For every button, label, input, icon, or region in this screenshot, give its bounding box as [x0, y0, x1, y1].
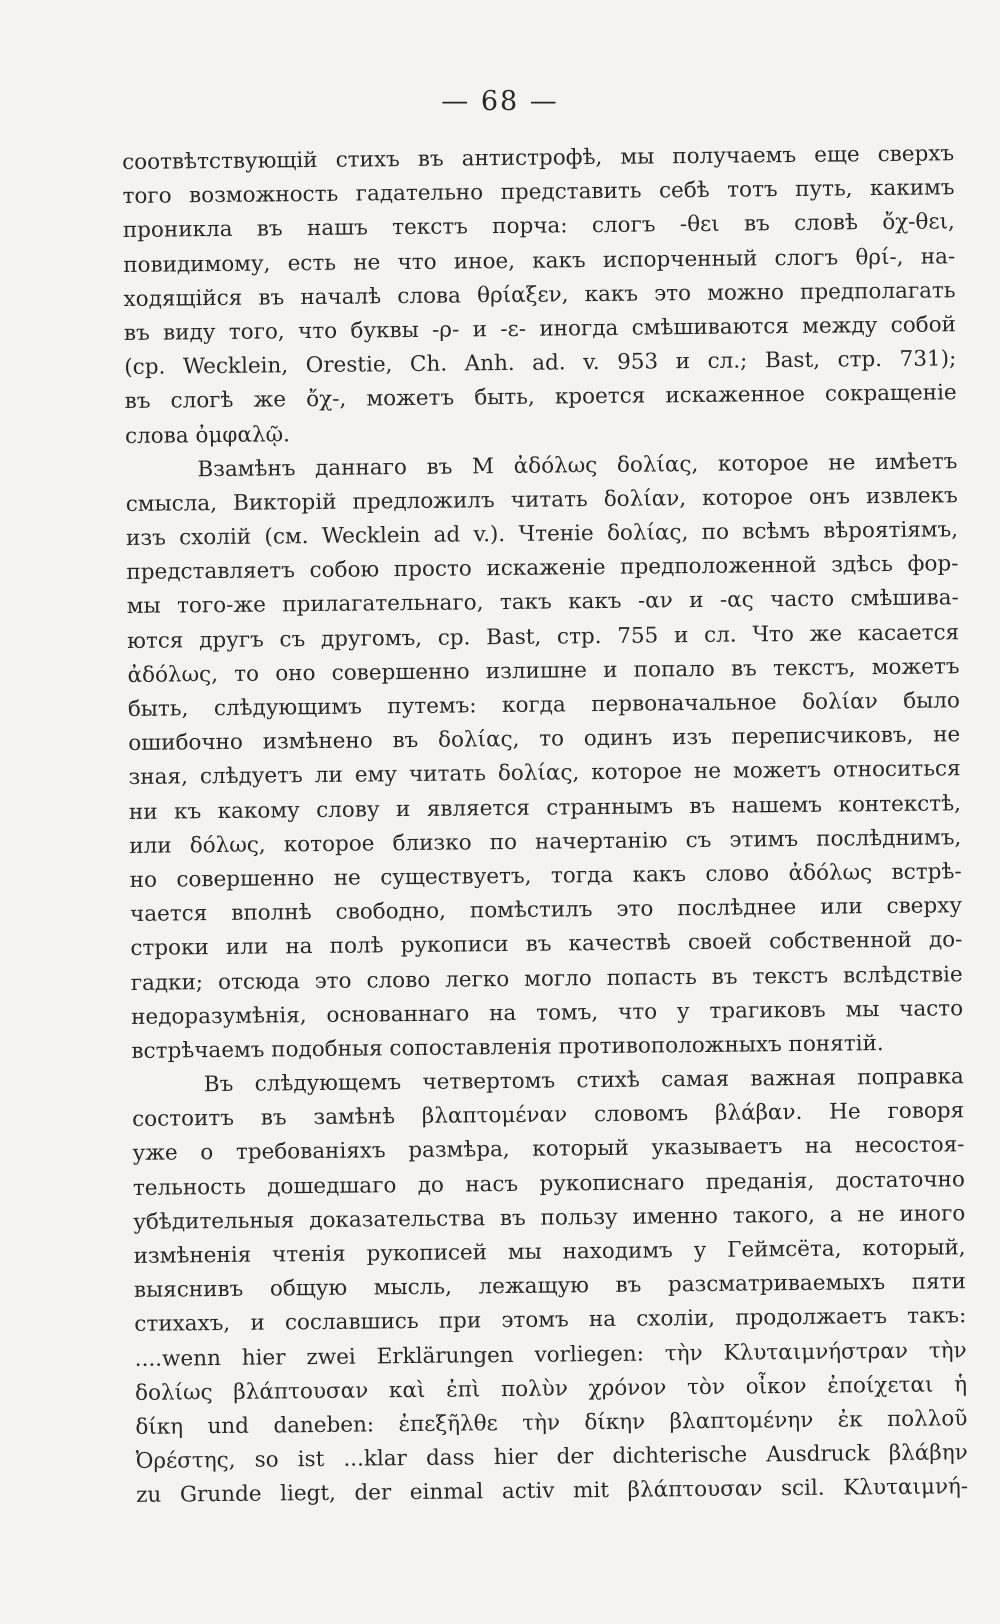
text-line: выяснивъ общую мысль, лежащую въ разсматриваемыхъ пяти	[133, 1269, 967, 1304]
text-line: смысла, Викторій предложилъ читать δολίαν, которое онъ извлекъ	[125, 483, 958, 517]
text-line: представляетъ собою просто искаженіе предположенной здѣсь фор-	[126, 551, 959, 586]
text-line: стихахъ, и сославшись при этомъ на схоліи, продолжаетъ такъ:	[134, 1303, 967, 1338]
text-line: ходящійся въ началѣ слова θρίαξεν, какъ это можно предполагать	[123, 278, 956, 312]
text-line: но совершенно не существуетъ, тогда какъ слово ἀδόλως встрѣ-	[129, 859, 962, 893]
text-line: состоитъ въ замѣнѣ βλαπτομέναν словомъ βλάβαν. Не говоря	[132, 1098, 965, 1133]
text-line: зная, слѣдуетъ ли ему читать δολίας, которое не можетъ относиться	[128, 756, 961, 791]
text-line: δολίως βλάπτουσαν καὶ ἐπὶ πολὺν χρόνον τὸν οἶκον ἐποίχεται ἡ	[134, 1371, 968, 1406]
text-line: ἀδόλως, то оно совершенно излишне и попало въ текстъ, можетъ	[127, 654, 960, 688]
page-number: — 68 —	[441, 86, 559, 117]
text-line: встрѣчаемъ подобныя сопоставленія противоположныхъ понятій.	[131, 1030, 884, 1064]
text-line: уже о требованіяхъ размѣра, который указываетъ на несостоя-	[132, 1132, 965, 1167]
text-line: проникла въ нашъ текстъ порча: слогъ -θει въ словѣ ὄχ-θει,	[122, 209, 955, 244]
text-line: ются другъ съ другомъ, ср. Bast, стр. 755 и сл. Что же касается	[127, 619, 960, 654]
text-line: ....wenn hier zwei Erklärungen vorliegen: τὴν Κλυταιμνήστραν τὴν	[134, 1337, 967, 1372]
text-line: (ср. Wecklein, Orestie, Ch. Anh. ad. v. 953 и сл.; Bast, стр. 731);	[124, 346, 957, 381]
text-line: Въ слѣдующемъ четвертомъ стихѣ самая важная поправка	[203, 1064, 964, 1098]
text-line: Взамѣнъ даннаго въ M ἀδόλως δολίας, которое не имѣетъ	[197, 448, 958, 482]
text-line: слова ὀμφαλῷ.	[124, 421, 291, 449]
text-line: въ слогѣ же ὄχ-, можетъ быть, кроется искаженное сокращеніе	[124, 380, 957, 415]
text-line: тельность дошедшаго до насъ рукописнаго преданія, достаточно	[132, 1166, 965, 1201]
text-line: строки или на полѣ рукописи въ качествѣ своей собственной до-	[130, 927, 963, 962]
text-line: быть, слѣдующимъ путемъ: когда первоначальное δολίαν было	[127, 688, 960, 722]
text-line: убѣдительныя доказательства въ пользу именно такого, а не иного	[133, 1201, 966, 1235]
text-line: ни къ какому слову и является страннымъ въ нашемъ контекстѣ,	[128, 790, 962, 825]
text-line: ошибочно измѣнено въ δολίας, то одинъ изъ переписчиковъ, не	[128, 722, 961, 757]
text-line: или δόλως, которое близко по начертанію съ этимъ послѣднимъ,	[129, 824, 962, 859]
text-line: въ виду того, что буквы -ρ- и -ε- иногда смѣшиваются между собой	[123, 312, 957, 346]
text-line: измѣненія чтенія рукописей мы находимъ у Геймсёта, который,	[133, 1235, 966, 1269]
text-line: повидимому, есть не что иное, какъ испорченный слогъ θρί-, на-	[123, 243, 956, 278]
text-line: чается вполнѣ свободно, помѣстилъ это послѣднее или сверху	[129, 893, 963, 928]
text-line: мы того-же прилагательнаго, такъ какъ -αν и -ας часто смѣшива-	[126, 585, 959, 620]
text-line: zu Grunde liegt, der einmal activ mit βλάπτουσαν scil. Κλυταιμνή-	[136, 1474, 969, 1509]
body-text	[122, 137, 968, 1513]
text-line: недоразумѣнія, основаннаго на томъ, что у трагиковъ мы часто	[130, 995, 964, 1030]
text-line: Ὀρέστης, so ist ...klar dass hier der dichterische Ausdruck βλάβην	[135, 1440, 968, 1475]
text-line: соотвѣтствующій стихъ въ антистрофѣ, мы получаемъ еще сверхъ	[122, 141, 955, 175]
text-line: изъ схолій (см. Wecklein ad v.). Чтеніе δολίας, по всѣмъ вѣроятіямъ,	[125, 517, 959, 552]
text-line: того возможность гадательно представить себѣ тотъ путь, какимъ	[122, 175, 955, 210]
text-line: гадки; отсюда это слово легко могло попасть въ текстъ вслѣдствіе	[130, 961, 963, 996]
text-line: δίκη und daneben: ἐπεξῆλθε τὴν δίκην βλαπτομένην ἐκ πολλοῦ	[135, 1406, 968, 1440]
